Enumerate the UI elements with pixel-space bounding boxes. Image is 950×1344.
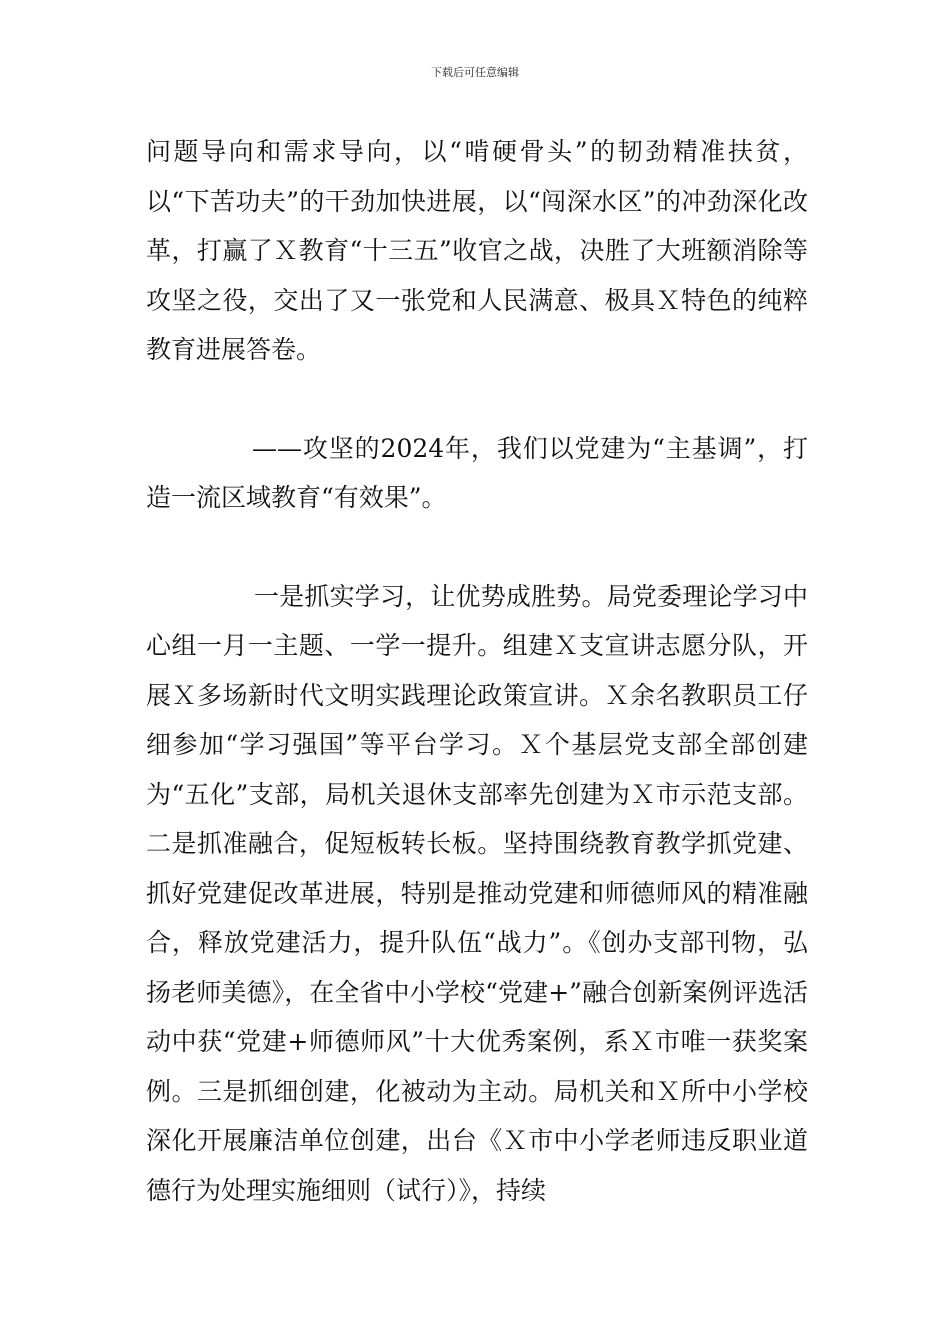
document-body xyxy=(146,127,808,1215)
page-header-note: 下载后可任意编辑 xyxy=(431,66,519,79)
paragraph-2: ——攻坚的2024年，我们以党建为“主基调”，打造一流区域教育“有效果”。 xyxy=(146,433,808,512)
paragraph-1: 问题导向和需求导向，以“啃硬骨头”的韧劲精准扶贫，以“下苦功夫”的干劲加快进展，以“闯深水区”的冲劲深化改革，打赢了Ｘ教育“十三五”收官之战，决胜了大班额消除等攻坚之役，交出了又一张党和人民满意、极具Ｘ特色的纯粹教育进展答卷。 xyxy=(146,137,808,364)
paragraph-spacer xyxy=(146,523,808,572)
paragraph-spacer xyxy=(146,375,808,424)
paragraph-3: 一是抓实学习，让优势成胜势。局党委理论学习中心组一月一主题、一学一提升。组建Ｘ支宣讲志愿分队，开展Ｘ多场新时代文明实践理论政策宣讲。Ｘ余名教职员工仔细参加“学习强国”等平台学习。Ｘ个基层党支部全部创建为“五化”支部，局机关退休支部率先创建为Ｘ市示范支部。二是抓准融合，促短板转长板。坚持围绕教育教学抓党建、抓好党建促改革进展，特别是推动党建和师德师风的精准融合，释放党建活力，提升队伍“战力”。《创办支部刊物，弘扬老师美德》，在全省中小学校“党建+”融合创新案例评选活动中获“党建+师德师风”十大优秀案例，系Ｘ市唯一获奖案例。三是抓细创建，化被动为主动。局机关和Ｘ所中小学校深化开展廉洁单位创建，出台《Ｘ市中小学老师违反职业道德行为处理实施细则（试行）》，持续 xyxy=(146,581,808,1205)
